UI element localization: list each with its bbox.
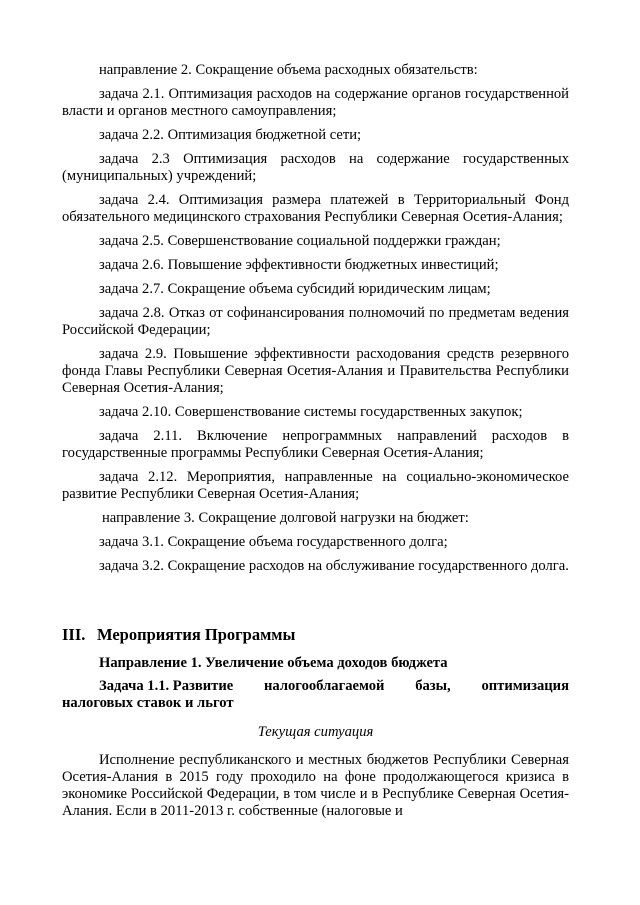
paragraph: задача 2.8. Отказ от софинансирования полномочий по предметам ведения Российской Федерации; [62, 305, 569, 338]
task-heading-line-2: налоговых ставок и льгот [62, 695, 234, 711]
section-heading [62, 625, 569, 645]
paragraph: задача 2.10. Совершенствование системы государственных закупок; [99, 404, 523, 420]
direction-title: Направление 1. Увеличение объема доходов бюджета [99, 655, 448, 671]
paragraph: направление 2. Сокращение объема расходных обязательств: [99, 62, 478, 78]
paragraph: задача 2.11. Включение непрограммных направлений расходов в государственные программы Республики Северная Осетия-Алания; [62, 428, 569, 461]
task-heading-line-1 [62, 678, 569, 695]
paragraph: задача 3.2. Сокращение расходов на обслуживание государственного долга. [99, 558, 569, 574]
paragraph: задача 2.2. Оптимизация бюджетной сети; [99, 127, 362, 143]
paragraph: задача 2.5. Совершенствование социальной поддержки граждан; [99, 233, 501, 249]
paragraph: задача 2.12. Мероприятия, направленные на социально-экономическое развитие Республики Северная Осетия-Алания; [62, 469, 569, 502]
section-number: III. [62, 625, 86, 644]
task-heading-word: базы, [415, 678, 451, 694]
paragraph: задача 2.6. Повышение эффективности бюджетных инвестиций; [99, 257, 499, 273]
task-heading-word: налогооблагаемой [263, 678, 385, 694]
paragraph: задача 2.4. Оптимизация размера платежей в Территориальный Фонд обязательного медицинского страхования Республики Северная Осетия-Алания; [62, 192, 569, 225]
current-situation-subtitle: Текущая ситуация [257, 724, 374, 740]
task-heading-word: Задача 1.1. Развитие [99, 678, 234, 694]
paragraph: задача 2.9. Повышение эффективности расходования средств резервного фонда Главы Республики Северная Осетия-Алания и Правительства Республики Северная Осетия-Алания; [62, 346, 569, 396]
paragraph: задача 2.1. Оптимизация расходов на содержание органов государственной власти и органов местного самоуправления; [62, 86, 569, 119]
document-content [62, 62, 569, 820]
task-heading [62, 678, 569, 712]
body-paragraph: Исполнение республиканского и местных бюджетов Республики Северная Осетия-Алания в 2015 году проходило на фоне продолжающегося кризиса в экономике Российской Федерации, в том числе и в Республике Северная Осетия-Алания. Если в 2011-2013 г. собственные (налоговые и [62, 752, 569, 819]
paragraph: направление 3. Сокращение долговой нагрузки на бюджет: [102, 510, 469, 526]
paragraph: задача 2.3 Оптимизация расходов на содержание государственных (муниципальных) учреждений; [62, 151, 569, 184]
task-heading-word: оптимизация [481, 678, 569, 694]
section-title: Мероприятия Программы [97, 625, 296, 644]
paragraph: задача 2.7. Сокращение объема субсидий юридическим лицам; [99, 281, 491, 297]
paragraph: задача 3.1. Сокращение объема государственного долга; [99, 534, 448, 550]
